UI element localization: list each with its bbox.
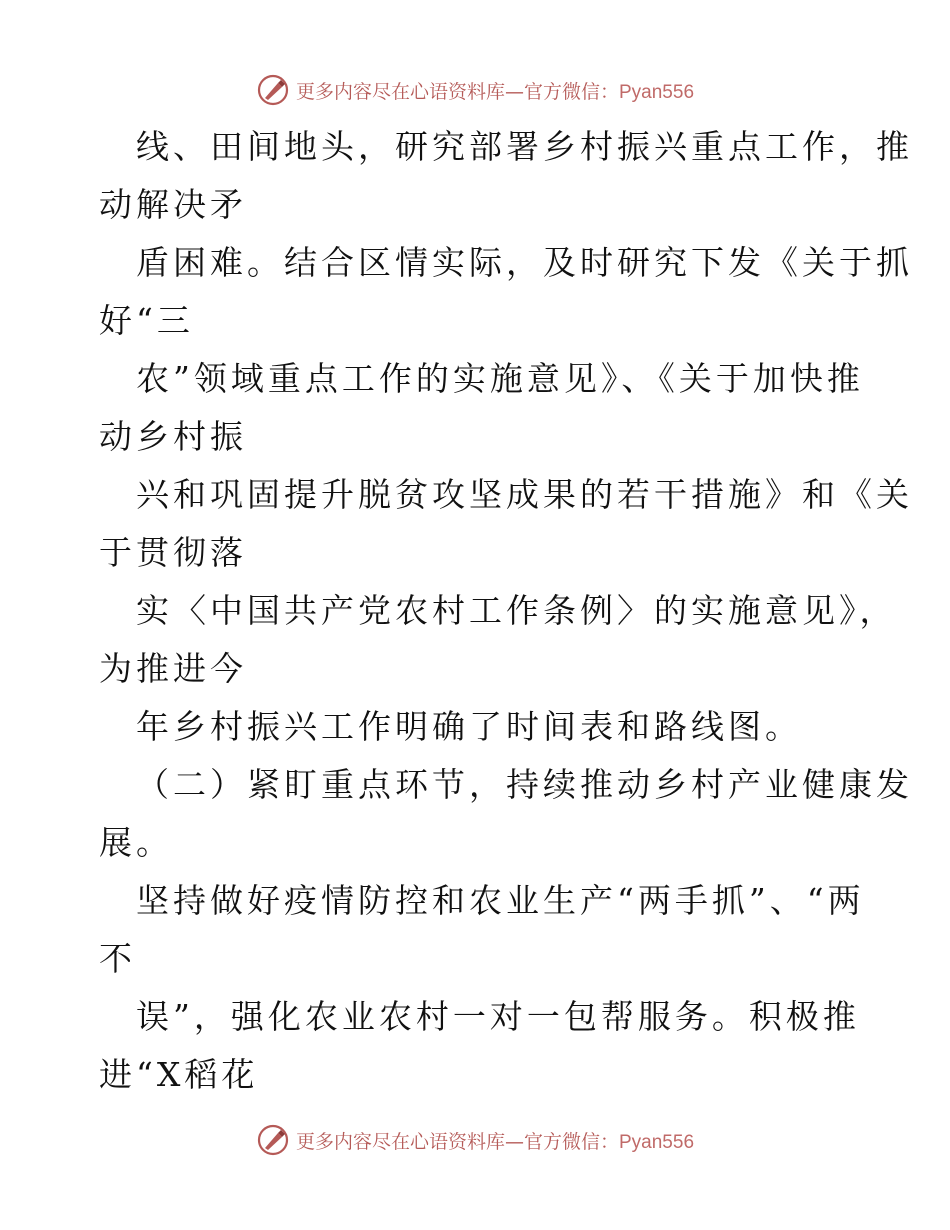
pen-nib-logo-icon [256, 73, 290, 107]
text-line: 好“三 [99, 301, 194, 340]
text-line: 于贯彻落 [99, 533, 247, 572]
text-line: 进“X稻花 [99, 1055, 259, 1094]
text-line: 为推进今 [99, 649, 247, 688]
text-line: 展。 [99, 823, 173, 862]
text-line: 不 [99, 939, 136, 978]
text-line: 误”，强化农业农村一对一包帮服务。积极推 [136, 997, 860, 1036]
text-line: 兴和巩固提升脱贫攻坚成果的若干措施》和《关 [136, 475, 913, 514]
section-heading: （二）紧盯重点环节，持续推动乡村产业健康发 [136, 765, 913, 804]
text-line: 坚持做好疫情防控和农业生产“两手抓”、“两 [136, 881, 865, 920]
text-line: 实〈中国共产党农村工作条例〉的实施意见》， [136, 591, 897, 630]
watermark-text: 更多内容尽在心语资料库—官方微信：Pyan556 [295, 1130, 695, 1153]
text-line: 农”领域重点工作的实施意见》、《关于加快推 [136, 359, 864, 398]
text-line: 盾困难。结合区情实际，及时研究下发《关于抓 [136, 243, 913, 282]
header-watermark [0, 70, 950, 110]
pen-nib-logo-icon [256, 1123, 290, 1157]
watermark-id: Pyan556 [619, 1131, 695, 1153]
text-line: 年乡村振兴工作明确了时间表和路线图。 [136, 707, 802, 746]
text-line: 动解决矛 [99, 185, 247, 224]
text-line: 动乡村振 [99, 417, 247, 456]
watermark-text: 更多内容尽在心语资料库—官方微信：Pyan556 [295, 80, 695, 103]
text-line: 线、田间地头，研究部署乡村振兴重点工作，推 [136, 127, 913, 166]
watermark-id: Pyan556 [619, 81, 695, 103]
footer-watermark [0, 1120, 950, 1160]
